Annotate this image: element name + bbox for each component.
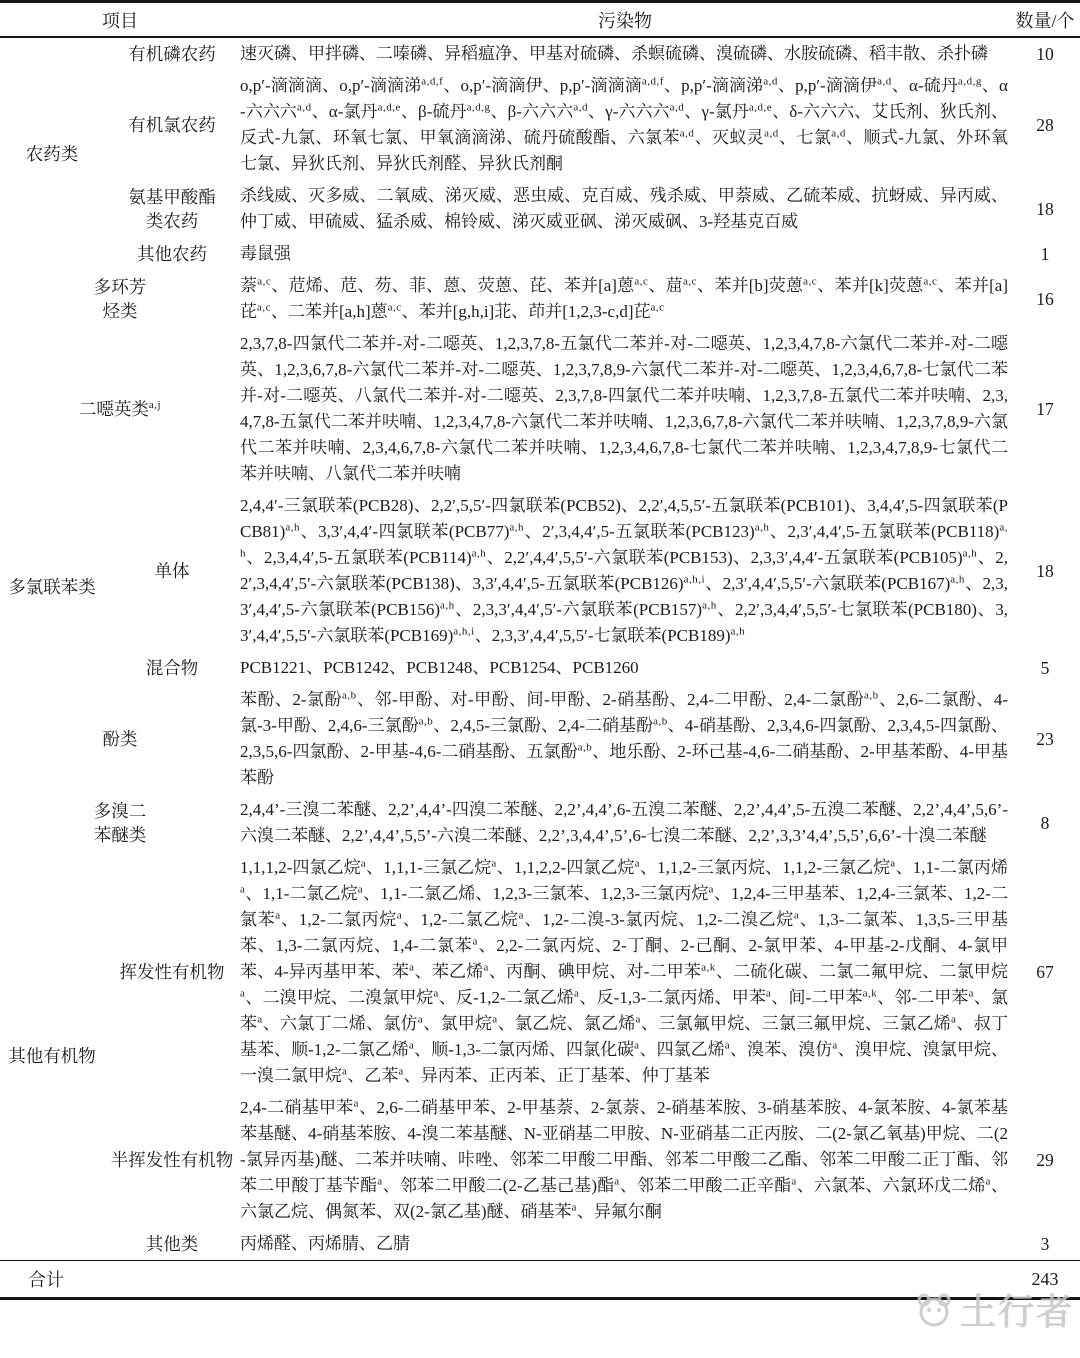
total-row (0, 1261, 1080, 1299)
table-row-other-class (0, 1228, 1080, 1261)
subcategory-label: 单体 (154, 561, 190, 581)
pollutant-list: 2,3,7,8-四氯代二苯并-对-二噁英、1,2,3,7,8-五氯代二苯并-对-二噁英、1,2,3,4,7,8-六氯代二苯并-对-二噁英、1,2,3,6,7,8-六氯代二苯并-对-二噁英、1,2,3,7,8,9-六氯代二苯并-对-二噁英、1,2,3,4,6,7,8-七氯代二苯并-对-二噁英、八氯代二苯并-对-二噁英、2,3,7,8-四氯代二苯并呋喃、1,2,3,7,8-五氯代二苯并呋喃、2,3,4,7,8-五氯代二苯并呋喃、1,2,3,4,7,8-六氯代二苯并呋喃、1,2,3,6,7,8-六氯代二苯并呋喃、1,2,3,7,8,9-六氯代二苯并呋喃、2,3,4,6,7,8-六氯代二苯并呋喃、1,2,3,4,6,7,8-七氯代二苯并呋喃、1,2,3,4,7,8,9-七氯代二苯并呋喃、八氯代二苯并呋喃 (240, 334, 1008, 483)
count-value: 3 (1040, 1233, 1050, 1254)
subcategory-label: 有机磷农药 (128, 44, 216, 64)
count-value: 29 (1036, 1149, 1054, 1170)
pollutant-list: 1,1,1,2-四氯乙烷$^a$、1,1,1-三氯乙烷$^a$、1,1,2,2-四氯乙烷$^a$、1,1,2-三氯丙烷、1,1,2-三氯乙烷$^a$、1,1-二氯丙烯$^a$、1,1-二氯乙烷$^a$、1,1-二氯乙烯、1,2,3-三氯苯、1,2,3-三氯丙烷$^a$、1,2,4-三甲基苯、1,2,4-三氯苯、1,2-二氯苯$^a$、1,2-二氯丙烷$^a$、1,2-二氯乙烷$^a$、1,2-二溴-3-氯丙烷、1,2-二溴乙烷$^a$、1,3-二氯苯、1,3,5-三甲基苯、1,3-二氯丙烷、1,4-二氯苯$^a$、2,2-二氯丙烷、2-丁酮、2-己酮、2-氯甲苯、4-甲基-2-戊酮、4-氯甲苯、4-异丙基甲苯、苯$^a$、苯乙烯$^a$、丙酮、碘甲烷、对-二甲苯$^{a,k}$、二硫化碳、二氯二氟甲烷、二氯甲烷$^a$、二溴甲烷、二溴氯甲烷$^a$、反-1,2-二氯乙烯$^a$、反-1,3-二氯丙烯、甲苯$^a$、间-二甲苯$^{a,k}$、邻-二甲苯$^a$、氯苯$^a$、六氯丁二烯、氯仿$^a$、氯甲烷$^a$、氯乙烷、氯乙烯$^a$、三氯氟甲烷、三氯三氟甲烷、三氯乙烯$^a$、叔丁基苯、顺-1,2-二氯乙烯$^a$、顺-1,3-二氯丙烯、四氯化碳$^a$、四氯乙烯$^a$、溴苯、溴仿$^a$、溴甲烷、溴氯甲烷、一溴二氯甲烷$^a$、乙苯$^a$、异丙苯、正丙苯、正丁基苯、仲丁基苯 (240, 857, 1009, 1085)
header-row (0, 2, 1080, 38)
count-value: 18 (1036, 560, 1054, 581)
subcategory-label: 半挥发性有机物 (110, 1150, 234, 1170)
pollutant-list: 速灭磷、甲拌磷、二嗪磷、异稻瘟净、甲基对硫磷、杀螟硫磷、溴硫磷、水胺硫磷、稻丰散、杀扑磷 (240, 44, 988, 63)
table-row-pcb-monomer (0, 490, 1080, 652)
watermark-text: 土行者 (960, 1292, 1075, 1332)
subcategory-label: 有机氯农药 (128, 115, 216, 135)
pollutant-list: 2,4,4’-三溴二苯醚、2,2’,4,4’-四溴二苯醚、2,2’,4,4’,6-五溴二苯醚、2,2’,4,4’,5-五溴二苯醚、2,2’,4,4’,5,6’-六溴二苯醚、2,2’,4,4’,5,5’-六溴二苯醚、2,2’,3,4,4’,5’,6-七溴二苯醚、2,2’,3,3’4,4’,5,5’,6,6’-十溴二苯醚 (240, 800, 1008, 845)
table-row-organochlorine (0, 70, 1080, 180)
table-row-pcb-mixture (0, 652, 1080, 684)
count-value: 16 (1036, 288, 1054, 309)
table-row-voc (0, 852, 1080, 1092)
table-row-svoc (0, 1092, 1080, 1228)
table-row-other-pesticides (0, 238, 1080, 270)
table-row-pbdes (0, 794, 1080, 852)
pollutant-list: 2,4-二硝基甲苯$^a$、2,6-二硝基甲苯、2-甲基萘、2-氯萘、2-硝基苯胺、3-硝基苯胺、4-氯苯胺、4-氯苯基苯基醚、4-硝基苯胺、4-溴二苯基醚、N-亚硝基二甲胺、N-亚硝基二正丙胺、二(2-氯乙氧基)甲烷、二(2-氯异丙基)醚、二苯并呋喃、咔唑、邻苯二甲酸二甲酯、邻苯二甲酸二乙酯、邻苯二甲酸二正丁酯、邻苯二甲酸丁基苄酯$^a$、邻苯二甲酸二(2-乙基己基)酯$^a$、邻苯二甲酸二正辛酯$^a$、六氯苯、六氯环戊二烯$^a$、六氯乙烷、偶氮苯、双(2-氯乙基)醚、硝基苯$^a$、异氟尔酮 (240, 1097, 1009, 1221)
pollutant-list: PCB1221、PCB1242、PCB1248、PCB1254、PCB1260 (240, 658, 639, 677)
count-value: 18 (1036, 198, 1054, 219)
pollutant-list: 2,4,4′-三氯联苯(PCB28)、2,2′,5,5′-四氯联苯(PCB52)、2,2′,4,5,5′-五氯联苯(PCB101)、3,4,4′,5-四氯联苯$(PCB81)^{a,h}$、3,3′,4,4′-四氯联苯$(PCB77)^{a,h}$、2′,3,4,4′,5-五氯联苯$(PCB123)^{a,h}$、2,3′,4,4′,5-五氯联苯$(PCB118)^{a,h}$、2,3,4,4′,5-五氯联苯$(PCB114)^{a,h}$、2,2′,4,4′,5,5′-六氯联苯(PCB153)、2,3,3′,4,4′-五氯联苯$(PCB105)^{a,h}$、2,2′,3,4,4′,5′-六氯联苯(PCB138)、3,3′,4,4′,5-五氯联苯$(PCB126)^{a,h,i}$、2,3′,4,4′,5,5′-六氯联苯$(PCB167)^{a,h}$、2,3,3′,4,4′,5-六氯联苯$(PCB156)^{a,h}$、2,3,3′,4,4′,5′-六氯联苯$(PCB157)^{a,h}$、2,2′,3,4,4′,5,5′-七氯联苯(PCB180)、3,3′,4,4′,5,5′-六氯联苯$(PCB169)^{a,h,i}$、2,3,3′,4,4′,5,5′-七氯联苯$(PCB189)^{a,h}$ (240, 496, 1009, 645)
subcategory-label: 其他农药 (137, 244, 207, 264)
table-row-dioxins (0, 328, 1080, 490)
pollutant-list: 毒鼠强 (240, 244, 291, 263)
pollutant-list: o,p′-滴滴滴、o,p′-滴滴涕$^{a,d,f}$、o,p′-滴滴伊、p,p′-滴滴滴$^{a,d,f}$、p,p′-滴滴涕$^{a,d}$、p,p′-滴滴伊$^{a,d}$、α-硫丹$^{a,d,g}$、α-六六六$^{a,d}$、α-氯丹$^{a,d,e}$、β-硫丹$^{a,d,g}$、β-六六六$^{a,d}$、γ-六六六$^{a,d}$、γ-氯丹$^{a,d,e}$、δ-六六六、艾氏剂、狄氏剂、反式-九氯、环氧七氯、甲氧滴滴涕、硫丹硫酸酯、六氯苯$^{a,d}$、灭蚁灵$^{a,d}$、七氯$^{a,d}$、顺式-九氯、外环氧七氯、异狄氏剂、异狄氏剂醛、异狄氏剂酮 (240, 75, 1009, 173)
column-header-pollutant: 污染物 (240, 2, 1010, 38)
category-pcbs: 多氯联苯类 (8, 577, 96, 597)
table-row-organophosphorus (0, 37, 1080, 70)
pollutant-list: 杀线威、灭多威、二氧威、涕灭威、恶虫威、克百威、残杀威、甲萘威、乙硫苯威、抗蚜威、异丙威、仲丁威、甲硫威、猛杀威、棉铃威、涕灭威亚砜、涕灭威砜、3-羟基克百威 (240, 186, 1008, 231)
total-label: 合计 (0, 1261, 1010, 1299)
count-value: 67 (1036, 961, 1054, 982)
pollutant-list: 萘$^{a,c}$、苊烯、苊、芴、菲、蒽、荧蒽、芘、苯并[a]蒽$^{a,c}$、䓛$^{a,c}$、苯并[b]荧蒽$^{a,c}$、苯并[k]荧蒽$^{a,c}$、苯并[a]芘$^{a,c}$、二苯并[a,h]蒽$^{a,c}$、苯并[g,h,i]苝、茚并[1,2,3-c,d]芘$^{a,c}$ (240, 275, 1009, 321)
count-value: 23 (1036, 728, 1054, 749)
category-pesticides: 农药类 (25, 144, 79, 164)
subcategory-label: 混合物 (145, 658, 199, 678)
table-row-phenols (0, 684, 1080, 794)
subcategory-label: 氨基甲酸酯 类农药 (128, 187, 216, 231)
subcategory-label: 挥发性有机物 (119, 962, 225, 982)
table-row-carbamate (0, 180, 1080, 238)
category-other-organics: 其他有机物 (8, 1046, 96, 1066)
count-value: 5 (1040, 657, 1050, 678)
count-value: 28 (1036, 114, 1054, 135)
count-value: 17 (1036, 398, 1054, 419)
pollutant-list: 苯酚、2-氯酚$^{a,b}$、邻-甲酚、对-甲酚、间-甲酚、2-硝基酚、2,4-二甲酚、2,4-二氯酚$^{a,b}$、2,6-二氯酚、4-氯-3-甲酚、2,4,6-三氯酚$^{a,b}$、2,4,5-三氯酚、2,4-二硝基酚$^{a,b}$、4-硝基酚、2,3,4,6-四氯酚、2,3,4,5-四氯酚、2,3,5,6-四氯酚、2-甲基-4,6-二硝基酚、五氯酚$^{a,b}$、地乐酚、2-环己基-4,6-二硝基酚、2-甲基苯酚、4-甲基苯酚 (240, 689, 1009, 787)
total-count: 243 (1010, 1261, 1080, 1299)
category-pbdes: 多溴二 苯醚类 (93, 801, 147, 845)
pollutant-list: 丙烯醛、丙烯腈、乙腈 (240, 1234, 410, 1253)
subcategory-label: 其他类 (145, 1234, 199, 1254)
column-header-count: 数量/个 (1010, 2, 1080, 38)
category-pah: 多环芳 烃类 (93, 277, 147, 321)
count-value: 10 (1036, 43, 1054, 64)
count-value: 1 (1040, 243, 1050, 264)
count-value: 8 (1040, 812, 1050, 833)
category-dioxins: 二噁英类$^{a,j}$ (78, 399, 162, 419)
column-header-item: 项目 (0, 2, 240, 38)
category-phenols: 酚类 (102, 729, 138, 749)
table-row-pah (0, 270, 1080, 328)
